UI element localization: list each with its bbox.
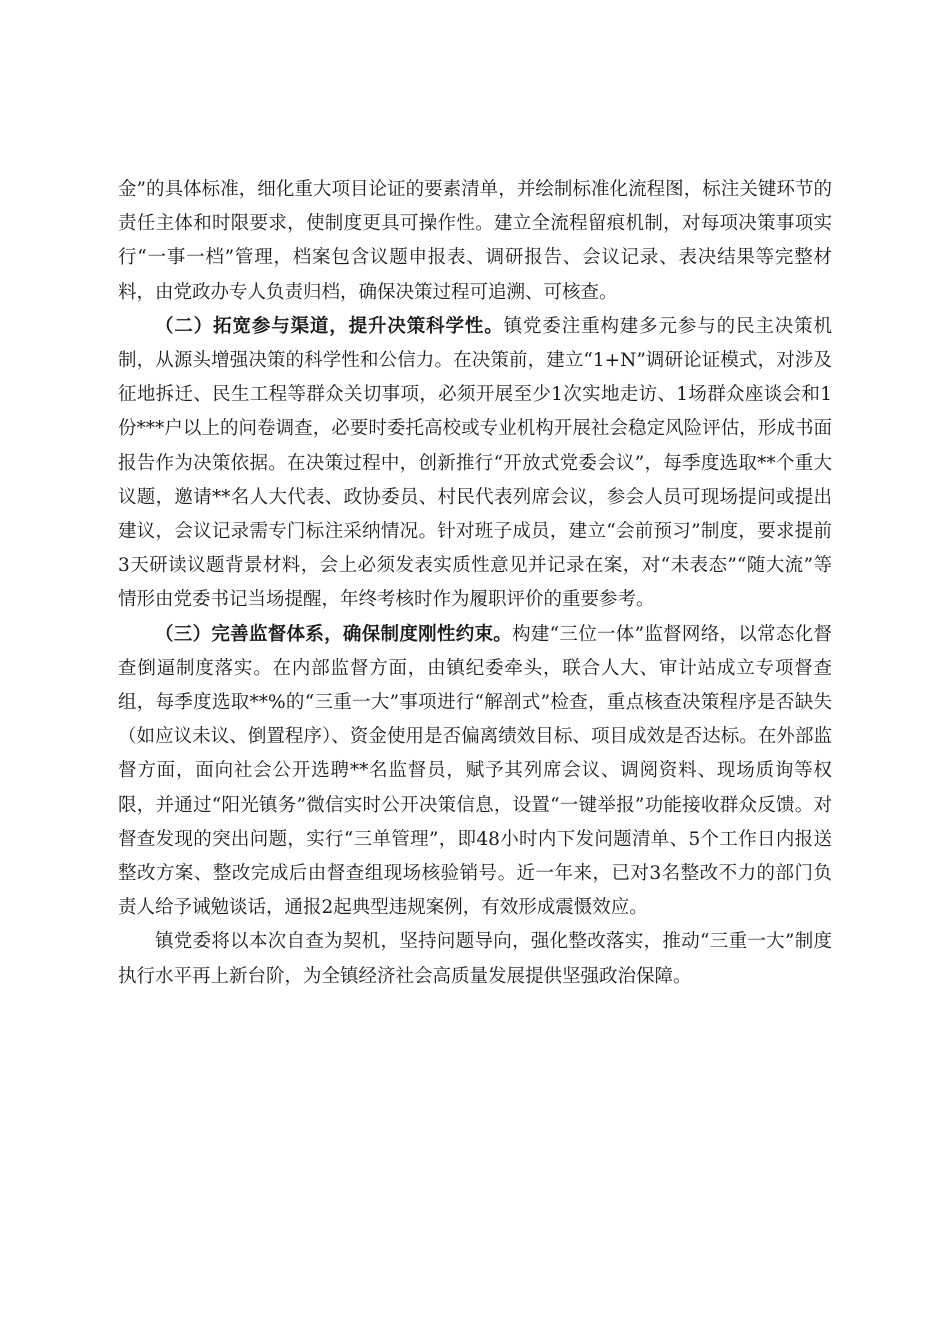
paragraph-text: 构建“三位一体”监督网络，以常态化督查倒逼制度落实。在内部监督方面，由镇纪委牵头，联合人大、审计站成立专项督查组，每季度选取**%的“三重一大”事项进行“解剖式”检查，重点核查决策程序是否缺失（如应议未议、倒置程序）、资金使用是否偏离绩效目标、项目成效是否达标。在外部监督方面，面向社会公开选聘**名监督员，赋予其列席会议、调阅资料、现场质询等权限，并通过“阳光镇务”微信实时公开决策信息，设置“一键举报”功能接收群众反馈。对督查发现的突出问题，实行“三单管理”，即48小时内下发问题清单、5个工作日内报送整改方案、整改完成后由督查组现场核验销号。近一年来，已对3名整改不力的部门负责人给予诫勉谈话，通报2起典型违规案例，有效形成震慑效应。 xyxy=(118,623,832,919)
paragraph-text: 镇党委注重构建多元参与的民主决策机制，从源头增强决策的科学性和公信力。在决策前，建立“1+N”调研论证模式，对涉及征地拆迁、民生工程等群众关切事项，必须开展至少1次实地走访、1场群众座谈会和1份***户以上的问卷调查，必要时委托高校或专业机构开展社会稳定风险评估，形成书面报告作为决策依据。在决策过程中，创新推行“开放式党委会议”，每季度选取**个重大议题，邀请**名人大代表、政协委员、村民代表列席会议，参会人员可现场提问或提出建议，会议记录需专门标注采纳情况。针对班子成员，建立“会前预习”制度，要求提前3天研读议题背景材料，会上必须发表实质性意见并记录在案，对“未表态”“随大流”等情形由党委书记当场提醒，年终考核时作为履职评价的重要参考。 xyxy=(118,315,832,611)
paragraph-text: 镇党委将以本次自查为契机，坚持问题导向，强化整改落实，推动“三重一大”制度执行水平再上新台阶，为全镇经济社会高质量发展提供坚强政治保障。 xyxy=(118,931,832,987)
paragraph-continuation xyxy=(118,173,832,310)
document-body xyxy=(118,173,832,994)
section-two-heading: （二）拓宽参与渠道，提升决策科学性。 xyxy=(155,315,504,337)
paragraph-text: 金”的具体标准，细化重大项目论证的要素清单，并绘制标准化流程图，标注关键环节的责任主体和时限要求，使制度更具可操作性。建立全流程留痕机制，对每项决策事项实行“一事一档”管理，档案包含议题申报表、调研报告、会议记录、表决结果等完整材料，由党政办专人负责归档，确保决策过程可追溯、可核查。 xyxy=(118,179,832,303)
section-three-heading: （三）完善监督体系，确保制度刚性约束。 xyxy=(155,623,513,645)
paragraph-conclusion xyxy=(118,925,832,993)
paragraph-section-three xyxy=(118,618,832,926)
paragraph-section-two xyxy=(118,310,832,618)
